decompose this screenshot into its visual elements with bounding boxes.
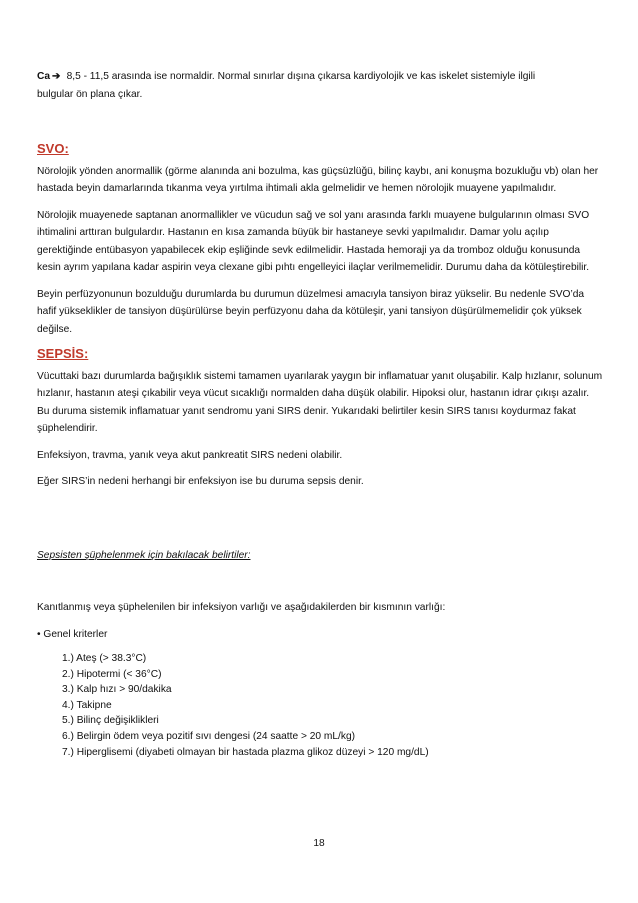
svo-paragraph-1: Nörolojik yönden anormallik (görme alanında ani bozulma, kas güçsüzlüğü, bilinç kaybı, ani konuşma bozukluğu vb) olan her hastada beyin damarlarında tıkanma veya yırtılma ihtimali akla gelmelidir ve hemen nörolojik muayene yapılmalıdır. bbox=[37, 165, 599, 194]
list-item: 7.) Hiperglisemi (diyabeti olmayan bir hastada plazma glikoz düzeyi > 120 mg/dL) bbox=[62, 746, 429, 758]
svo-paragraph-2: Nörolojik muayenede saptanan anormallikler ve vücudun sağ ve sol yanı arasında farklı muayene bulgularının olması SVO ihtimalini arttıran bulgulardır. Hastanın en kısa zamanda büyük bir hastaneye sevki yapılmalıdır. Damar yolu açılıp gerektiğinde entübasyon yapabilecek ekip eşliğinde sevk edilmelidir. Hastada hemoraji ya da tromboz olduğu konusunda kesin ayrım yapılana kadar aspirin veya clexane gibi pıhtı engelleyici ilaçlar verilmemelidir. Durumu daha da kötüleştirebilir. bbox=[37, 209, 590, 273]
arrow-right-icon: ➔ bbox=[52, 71, 61, 82]
svo-paragraph-3: Beyin perfüzyonunun bozulduğu durumlarda bu durumun düzelmesi amacıyla tansiyon biraz yükselir. Bu nedenle SVO’da hafif yükseklikler de tansiyon düşürülürse beyin perfüzyonu daha da kötüleşir, yani tansiyon düşürülmemelidir çok yüksek değilse. bbox=[37, 288, 585, 335]
sepsis-paragraph-3: Eğer SIRS’in nedeni herhangi bir enfeksiyon ise bu duruma sepsis denir. bbox=[37, 476, 364, 487]
list-item: 5.) Bilinç değişiklikleri bbox=[62, 715, 159, 727]
ca-label: Ca bbox=[37, 71, 51, 82]
document-page bbox=[37, 68, 603, 760]
ca-text-line2: bulgular ön plana çıkar. bbox=[37, 88, 143, 100]
sepsis-heading: SEPSİS: bbox=[37, 346, 89, 361]
bullet-general-criteria: • Genel kriterler bbox=[37, 628, 108, 640]
sepsis-subheading: Sepsisten şüphelenmek için bakılacak belirtiler: bbox=[37, 549, 251, 561]
list-item: 1.) Ateş (> 38.3°C) bbox=[62, 653, 147, 664]
list-item: 3.) Kalp hızı > 90/dakika bbox=[62, 684, 172, 696]
ca-paragraph bbox=[37, 68, 603, 103]
sepsis-paragraph-4: Kanıtlanmış veya şüphelenilen bir infeksiyon varlığı ve aşağıdakilerden bir kısmının varlığı: bbox=[37, 602, 446, 613]
list-item: 6.) Belirgin ödem veya pozitif sıvı dengesi (24 saatte > 20 mL/kg) bbox=[62, 730, 356, 742]
criteria-list bbox=[37, 651, 603, 760]
svo-heading: SVO: bbox=[37, 141, 69, 156]
ca-text-line1: 8,5 - 11,5 arasında ise normaldir. Normal sınırlar dışına çıkarsa kardiyolojik ve kas iskelet sistemiyle ilgili bbox=[66, 71, 536, 82]
list-item: 2.) Hipotermi (< 36°C) bbox=[62, 668, 162, 680]
list-item: 4.) Takipne bbox=[62, 699, 112, 711]
sepsis-paragraph-2: Enfeksiyon, travma, yanık veya akut pankreatit SIRS nedeni olabilir. bbox=[37, 449, 343, 461]
sepsis-paragraph-1: Vücuttaki bazı durumlarda bağışıklık sistemi tamamen uyarılarak yaygın bir inflamatuar yanıt oluşabilir. Kalp hızlanır, solunum hızlanır, hastanın ateşi çıkabilir veya vücut sıcaklığı normalden daha düşük olabilir. Hipoksi olur, hastanın idrar çıkışı azalır. Bu duruma sistemik inflamatuar yanıt sendromu yani SIRS denir. Yukarıdaki belirtiler kesin SIRS tanısı koydurmaz fakat şüphelendirir. bbox=[37, 370, 603, 434]
page-number: 18 bbox=[313, 838, 325, 849]
